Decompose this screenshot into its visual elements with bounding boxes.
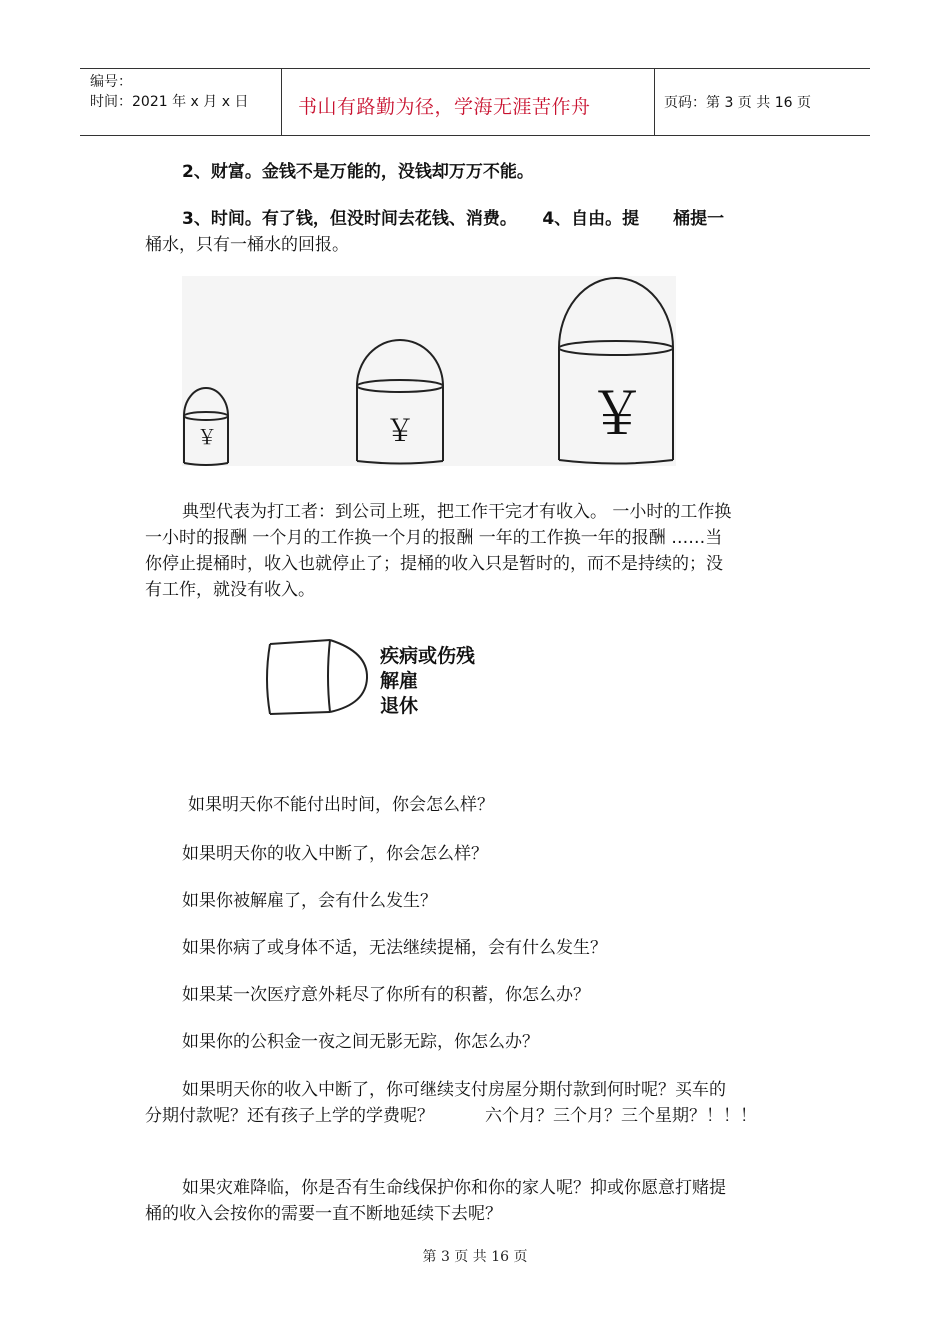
question-4: 如果你病了或身体不适，无法继续提桶，会有什么发生？ [182,938,607,958]
tipped-bucket-icon [182,622,382,752]
question-6: 如果你的公积金一夜之间无影无踪，你怎么办？ [182,1032,539,1052]
question-8-line-2: 桶的收入会按你的需要一直不断地延续下去呢？ [145,1204,502,1224]
question-5: 如果某一次医疗意外耗尽了你所有的积蓄，你怎么办？ [182,985,590,1005]
large-bucket-handle [559,278,673,348]
header-top-rule [80,68,870,69]
question-2: 如果明天你的收入中断了，你会怎么样？ [182,844,488,864]
buckets-figure [182,276,676,466]
typical-line-1: 典型代表为打工者：到公司上班，把工作干完才有收入。 一小时的工作换 [182,502,732,522]
risk-retirement: 退休 [380,695,419,717]
typical-line-3: 你停止提桶时，收入也就停止了；提桶的收入只是暂时的，而不是持续的；没 [145,554,723,574]
page-footer: 第 3 页 共 16 页 [422,1249,528,1265]
wealth-line: 2、财富。金钱不是万能的，没钱却万万不能。 [182,162,534,182]
time-freedom-line-1: 3、时间。有了钱，但没时间去花钱、消费。 4、自由。提 桶提一 [182,209,725,229]
date-label: 时间：2021 年 x 月 x 日 [90,94,249,110]
question-3: 如果你被解雇了，会有什么发生？ [182,891,437,911]
question-8-line-1: 如果灾难降临，你是否有生命线保护你和你的家人呢？抑或你愿意打赌提 [182,1178,726,1198]
risk-dismissal: 解雇 [380,670,419,692]
tipped-bucket-figure [182,622,522,752]
question-7-line-2: 分期付款呢？还有孩子上学的学费呢？ 六个月？三个月？三个星期？！！！ [145,1106,757,1126]
header-divider-right [654,68,655,136]
header-bottom-rule [80,135,870,136]
header-divider-left [281,68,282,136]
risk-illness: 疾病或伤残 [380,645,476,667]
question-1: 如果明天你不能付出时间，你会怎么样？ [188,795,494,815]
yen-large-icon: ￥ [588,380,647,448]
yen-small-icon: ￥ [197,425,217,449]
typical-line-4: 有工作，就没有收入。 [145,580,315,600]
time-freedom-line-2: 桶水，只有一桶水的回报。 [145,235,349,255]
header-motto: 书山有路勤为径，学海无涯苦作舟 [298,96,591,118]
number-label: 编号： [90,74,132,90]
question-7-line-1: 如果明天你的收入中断了，你可继续支付房屋分期付款到何时呢？买车的 [182,1080,726,1100]
typical-line-2: 一小时的报酬 一个月的工作换一个月的报酬 一年的工作换一年的报酬 ……当 [145,528,723,548]
page-label: 页码：第 3 页 共 16 页 [664,95,811,111]
yen-medium-icon: ￥ [385,414,415,449]
